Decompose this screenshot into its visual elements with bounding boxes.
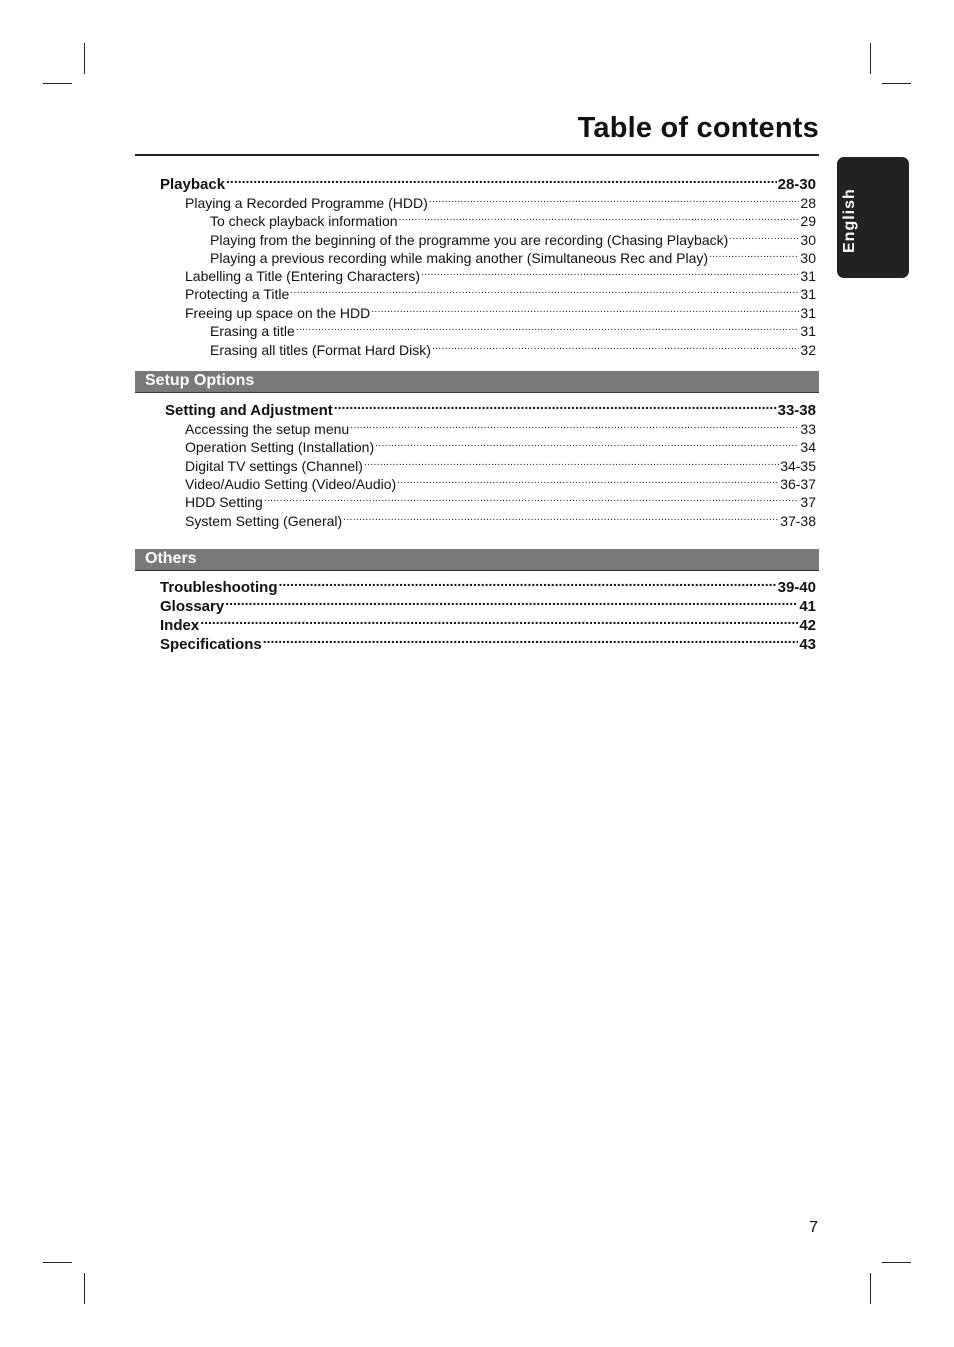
toc-entry-label: Erasing a title: [210, 323, 295, 339]
dot-leader: [226, 170, 777, 189]
section-rule: [135, 570, 819, 571]
toc-entry-page: 28-30: [777, 176, 816, 193]
dot-leader: [334, 396, 777, 415]
dot-leader: [200, 611, 798, 630]
language-tab-label: English: [841, 188, 858, 253]
toc-entry-label: Video/Audio Setting (Video/Audio): [185, 476, 397, 492]
toc-entry-label: Operation Setting (Installation): [185, 439, 375, 455]
toc-entry-page: 29: [800, 213, 816, 229]
dot-leader: [397, 470, 779, 489]
language-tab: [837, 157, 909, 278]
toc-entry-label: Index: [160, 617, 200, 634]
toc-entry-label: Playing a previous recording while making another (Simultaneous Rec and Play): [210, 250, 709, 266]
crop-mark: [870, 43, 871, 74]
toc-entry-label: System Setting (General): [185, 513, 343, 529]
crop-mark: [84, 1273, 85, 1304]
toc-entry-page: 39-40: [777, 579, 816, 596]
dot-leader: [421, 262, 799, 281]
dot-leader: [264, 488, 800, 507]
dot-leader: [343, 507, 779, 526]
toc-entry-page: 33: [800, 421, 816, 437]
toc-entry-label: Playback: [160, 176, 226, 193]
dot-leader: [279, 573, 777, 592]
toc-entry-label: Playing a Recorded Programme (HDD): [185, 195, 428, 211]
crop-mark: [84, 43, 85, 74]
toc-entry-page: 28: [800, 195, 816, 211]
toc-entry-label: Specifications: [160, 636, 262, 653]
toc-entry-page: 41: [799, 598, 816, 615]
dot-leader: [429, 189, 800, 208]
toc-entry-page: 34-35: [780, 458, 816, 474]
dot-leader: [371, 299, 799, 318]
section-header-setup-options: [135, 371, 819, 392]
toc-entry-page: 31: [800, 286, 816, 302]
toc-entry-page: 31: [800, 323, 816, 339]
toc-entry-label: Digital TV settings (Channel): [185, 458, 363, 474]
toc-entry-label: Accessing the setup menu: [185, 421, 350, 437]
dot-leader: [350, 415, 799, 434]
toc-entry[interactable]: [210, 336, 816, 360]
dot-leader: [709, 244, 799, 263]
dot-leader: [263, 630, 799, 649]
toc-entry-page: 37: [800, 494, 816, 510]
toc-entry-page: 30: [800, 232, 816, 248]
dot-leader: [225, 592, 798, 611]
toc-entry-label: To check playback information: [210, 213, 398, 229]
section-rule: [135, 392, 819, 393]
section-header-others: [135, 549, 819, 570]
toc-entry-page: 31: [800, 305, 816, 321]
toc-entry-label: Troubleshooting: [160, 579, 278, 596]
dot-leader: [375, 433, 799, 452]
toc-entry-label: Erasing all titles (Format Hard Disk): [210, 342, 431, 358]
section-header-label: Others: [145, 550, 197, 567]
toc-entry-page: 30: [800, 250, 816, 266]
toc-entry-page: 36-37: [780, 476, 816, 492]
section-header-label: Setup Options: [145, 372, 255, 389]
dot-leader: [364, 452, 779, 471]
toc-entry-label: Labelling a Title (Entering Characters): [185, 268, 421, 284]
dot-leader: [399, 207, 800, 226]
toc-entry-page: 34: [800, 439, 816, 455]
page-number: 7: [809, 1219, 818, 1236]
title-rule: [135, 154, 819, 156]
dot-leader: [432, 336, 799, 355]
toc-entry-page: 43: [799, 636, 816, 653]
crop-mark: [882, 83, 911, 84]
page-title: Table of contents: [577, 112, 819, 144]
crop-mark: [870, 1273, 871, 1304]
dot-leader: [290, 280, 799, 299]
toc-entry-label: Setting and Adjustment: [165, 402, 333, 419]
toc-entry-label: Glossary: [160, 598, 225, 615]
toc-entry-page: 33-38: [777, 402, 816, 419]
toc-entry-specifications[interactable]: [160, 630, 816, 654]
crop-mark: [43, 83, 72, 84]
toc-entry-label: HDD Setting: [185, 494, 263, 510]
toc-entry-label: Playing from the beginning of the programme you are recording (Chasing Playback): [210, 232, 729, 248]
toc-entry-page: 32: [800, 342, 816, 358]
toc-entry[interactable]: [185, 507, 816, 531]
toc-entry-label: Protecting a Title: [185, 286, 290, 302]
toc-entry-page: 42: [799, 617, 816, 634]
dot-leader: [729, 226, 799, 245]
crop-mark: [882, 1262, 911, 1263]
crop-mark: [43, 1262, 72, 1263]
toc-entry-label: Freeing up space on the HDD: [185, 305, 371, 321]
toc-entry-page: 31: [800, 268, 816, 284]
dot-leader: [296, 317, 800, 336]
toc-entry-page: 37-38: [780, 513, 816, 529]
